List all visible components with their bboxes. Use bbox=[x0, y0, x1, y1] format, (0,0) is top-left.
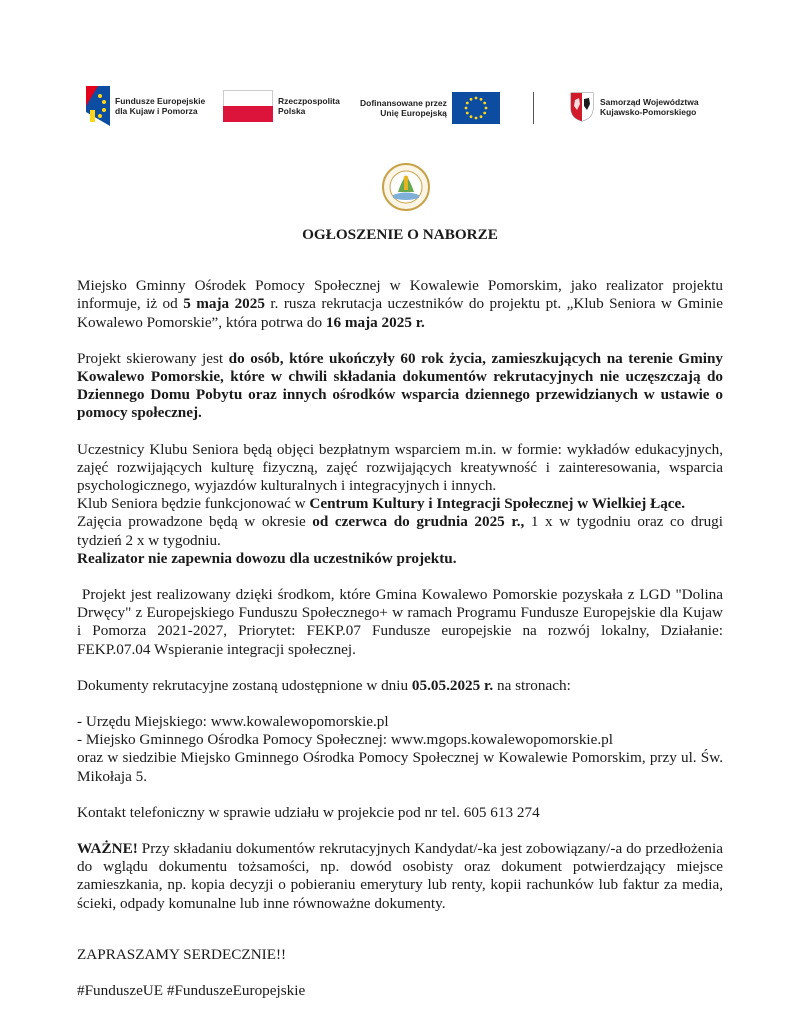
fe-logo-line2: dla Kujaw i Pomorza bbox=[115, 106, 198, 116]
schedule-period: od czerwca do grudnia 2025 r., bbox=[312, 513, 525, 531]
document-title: OGŁOSZENIE O NABORZE bbox=[302, 226, 498, 243]
coat-of-arms-icon bbox=[570, 92, 594, 122]
documents-text-a: Dokumenty rekrutacyjne zostaną udostępnione w dniu bbox=[77, 676, 412, 694]
municipal-seal-icon bbox=[381, 162, 431, 212]
documents-date: 05.05.2025 r. bbox=[411, 676, 494, 694]
paragraph-funding: Projekt jest realizowany dzięki środkom, które Gmina Kowalewo Pomorskie pozyskała z LGD "Dolina Drwęcy" z Europejskiego Funduszu Społecznego+ w ramach Programu Fundusze Europejskie dla Kujaw i Pomorza 2021-2027, Priorytet: FEKP.07 Fundusze europejskie na rozwój lokalny, Działanie: FEKP.07.04 Wspieranie integracji społecznej. bbox=[77, 586, 727, 658]
support-forms: Uczestnicy Klubu Seniora będą objęci bezpłatnym wsparciem m.in. w formie: wykładów edukacyjnych, zajęć rozwijających kulturę fizyczną, zajęć rozwijających kreatywność i zainteresowania, wsparcia psychologicznego, wyjazdów kulturalnych i integracyjnych i innych. bbox=[77, 440, 723, 495]
venue-name: Centrum Kultury i Integracji Społecznej w Wielkiej Łące. bbox=[309, 495, 686, 513]
fe-flag-icon bbox=[86, 86, 110, 126]
fe-logo-line1: Fundusze Europejskie bbox=[115, 96, 206, 106]
eu-flag-icon bbox=[452, 92, 500, 124]
paragraph-important bbox=[77, 840, 723, 913]
rp-logo-line2: Polska bbox=[278, 106, 306, 116]
list-item: oraz w siedzibie Miejsko Gminnego Ośrodka Pomocy Społecznej w Kowalewie Pomorskim, przy ul. Św. Mikołaja 5. bbox=[77, 749, 723, 785]
venue-text: Klub Seniora będzie funkcjonować w bbox=[77, 495, 310, 513]
important-text: Przy składaniu dokumentów rekrutacyjnych Kandydat/-ka jest zobowiązany/-a do przedłożenia do wglądu dokumentu tożsamości, np. dowód osobisty oraz dokument potwierdzający miejsce zamieszkania, np. kopia decyzji o pobieraniu emerytury lub renty, kopii rachunków lub faktur za media, ścieki, odpady komunalne lub inne równoważne dokumenty. bbox=[77, 840, 723, 912]
logo-separator bbox=[533, 92, 534, 124]
hashtags: #FunduszeUE #FunduszeEuropejskie bbox=[77, 982, 306, 1000]
paragraph-intro bbox=[77, 277, 723, 332]
paragraph-venue bbox=[77, 495, 723, 513]
start-date: 5 maja 2025 bbox=[183, 295, 265, 313]
fundusze-europejskie-logo bbox=[86, 86, 205, 126]
paragraph-support bbox=[77, 441, 723, 496]
logo-bar bbox=[0, 84, 800, 132]
contact-line: Kontakt telefoniczny w sprawie udziału w projekcie pod nr tel. 605 613 274 bbox=[77, 803, 540, 821]
samorzad-wojewodztwa-logo bbox=[570, 92, 699, 122]
rp-logo-line1: Rzeczpospolita bbox=[278, 96, 340, 106]
end-date: 16 maja 2025 r. bbox=[325, 313, 425, 331]
ue-logo-line2: Unię Europejską bbox=[380, 108, 447, 118]
announcement-document bbox=[77, 226, 727, 1000]
target-criteria: do osób, które ukończyły 60 rok życia, zamieszkujących na terenie Gminy Kowalewo Pomorskie, które w chwili składania dokumentów rekrutacyjnych nie uczęszczają do Dziennego Domu Pobytu oraz innych ośrodków wsparcia dziennego przewidzianych w ustawie o pomocy społecznej. bbox=[77, 349, 723, 422]
sw-logo-line2: Kujawsko-Pomorskiego bbox=[600, 107, 697, 117]
paragraph-documents bbox=[77, 677, 723, 695]
intro-text-a: Miejsko Gminny Ośrodek Pomocy Społecznej w Kowalewie Pomorskim, jako realizator projektu informuje, iż od bbox=[77, 277, 723, 313]
transport-note: Realizator nie zapewnia dowozu dla uczestników projektu. bbox=[77, 549, 457, 567]
intro-text-c: r. rusza rekrutacja uczestników do projektu pt. „Klub Seniora w Gminie Kowalewo Pomorskie”, która potrwa do bbox=[77, 295, 723, 331]
ue-logo-line1: Dofinansowane przez bbox=[360, 98, 447, 108]
rzeczpospolita-polska-logo bbox=[223, 90, 340, 122]
list-item: - Miejsko Gminnego Ośrodka Pomocy Społecznej: www.mgops.kowalewopomorskie.pl bbox=[77, 731, 613, 749]
schedule-text-a: Zajęcia prowadzone będą w okresie bbox=[77, 513, 313, 531]
unia-europejska-logo bbox=[360, 92, 500, 124]
polish-flag-icon bbox=[223, 90, 273, 122]
paragraph-target-group bbox=[77, 350, 723, 423]
documents-text-c: na stronach: bbox=[493, 676, 571, 694]
list-item: - Urzędu Miejskiego: www.kowalewopomorskie.pl bbox=[77, 713, 389, 731]
closing-line: ZAPRASZAMY SERDECZNIE!! bbox=[77, 945, 287, 963]
target-text-a: Projekt skierowany jest bbox=[77, 349, 229, 367]
sw-logo-line1: Samorząd Województwa bbox=[600, 97, 699, 107]
paragraph-transport-note bbox=[77, 550, 723, 568]
paragraph-schedule bbox=[77, 513, 723, 549]
important-label: WAŻNE! bbox=[77, 840, 138, 858]
schedule-text-c: 1 x w tygodniu oraz co drugi tydzień 2 x w tygodniu. bbox=[77, 513, 723, 549]
documents-locations-list bbox=[77, 713, 723, 786]
